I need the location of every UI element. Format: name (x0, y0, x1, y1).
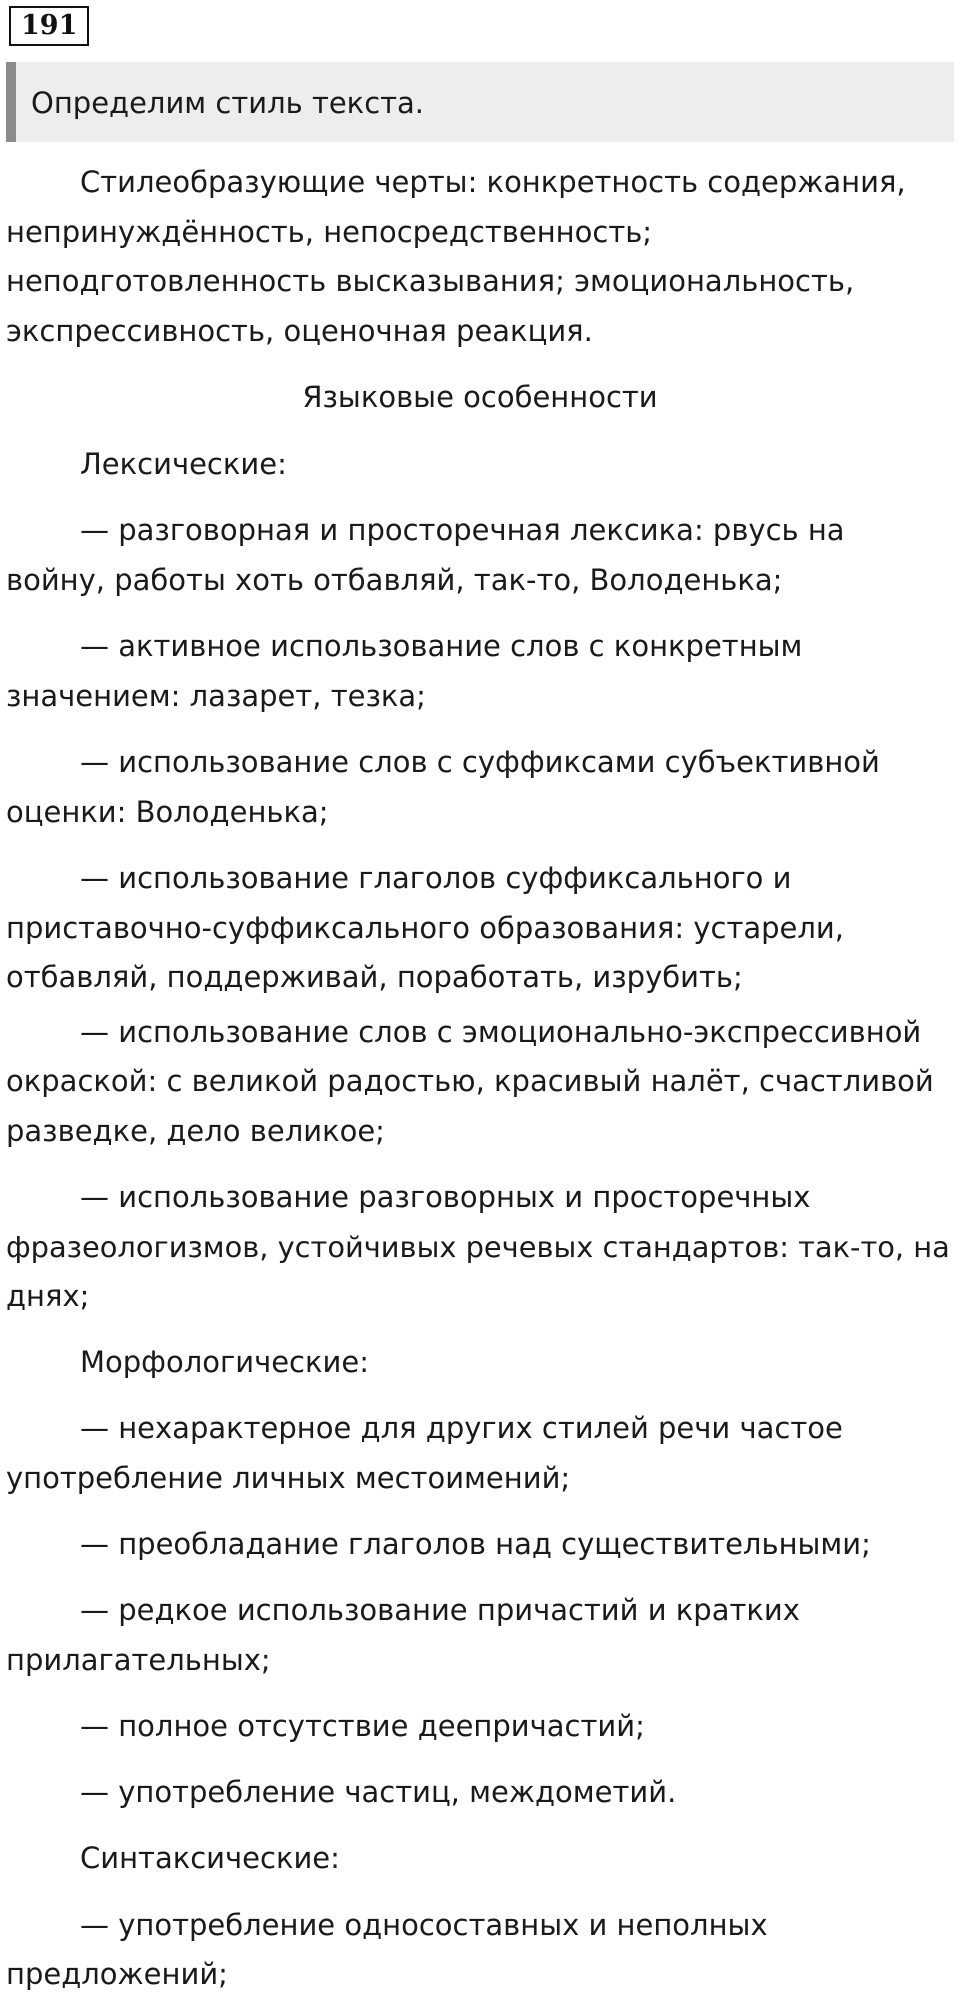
text-line: экспрессивность, оценочная реакция. (6, 314, 593, 348)
section-title: Языковые особенности (302, 380, 658, 414)
list-item: — активное использование слов с конкретным (80, 629, 803, 663)
list-item-continuation: днях; (6, 1279, 90, 1313)
list-item-continuation: войну, работы хоть отбавляй, так-то, Володенька; (6, 563, 783, 597)
list-item-continuation: разведке, дело великое; (6, 1114, 385, 1148)
list-item: — употребление частиц, междометий. (80, 1775, 677, 1809)
list-item-continuation: оценки: Володенька; (6, 795, 329, 829)
list-item: — разговорная и просторечная лексика: рвусь на (80, 513, 845, 547)
list-item-continuation: фразеологизмов, устойчивых речевых стандартов: так-то, на (6, 1230, 950, 1264)
list-item: — преобладание глаголов над существительными; (80, 1527, 871, 1561)
list-item-continuation: окраской: с великой радостью, красивый налёт, счастливой (6, 1064, 934, 1098)
list-item: — употребление односоставных и неполных (80, 1908, 768, 1942)
text-line: непринуждённость, непосредственность; (6, 215, 653, 249)
list-item-continuation: прилагательных; (6, 1643, 271, 1677)
subsection-label: Морфологические: (80, 1345, 369, 1379)
text-line: Стилеобразующие черты: конкретность содержания, (80, 165, 906, 199)
list-item-continuation: отбавляй, поддерживай, поработать, изрубить; (6, 960, 743, 994)
list-item-continuation: предложений; (6, 1957, 228, 1991)
list-item: — редкое использование причастий и кратких (80, 1593, 800, 1627)
subsection-label: Лексические: (80, 447, 287, 481)
subsection-label: Синтаксические: (80, 1841, 340, 1875)
task-number-badge: 191 (9, 6, 89, 46)
list-item: — полное отсутствие деепричастий; (80, 1709, 645, 1743)
list-item: — использование глаголов суффиксального и (80, 861, 792, 895)
list-item: — использование слов с суффиксами субъективной (80, 745, 880, 779)
list-item: — использование разговорных и просторечных (80, 1180, 811, 1214)
list-item-continuation: употребление личных местоимений; (6, 1461, 571, 1495)
text-line: неподготовленность высказывания; эмоциональность, (6, 264, 855, 298)
heading-box (6, 62, 954, 142)
heading-text: Определим стиль текста. (31, 86, 425, 120)
list-item: — использование слов с эмоционально-экспрессивной (80, 1015, 922, 1049)
list-item-continuation: значением: лазарет, тезка; (6, 679, 426, 713)
list-item: — нехарактерное для других стилей речи частое (80, 1411, 843, 1445)
list-item-continuation: приставочно-суффиксального образования: устарели, (6, 911, 844, 945)
